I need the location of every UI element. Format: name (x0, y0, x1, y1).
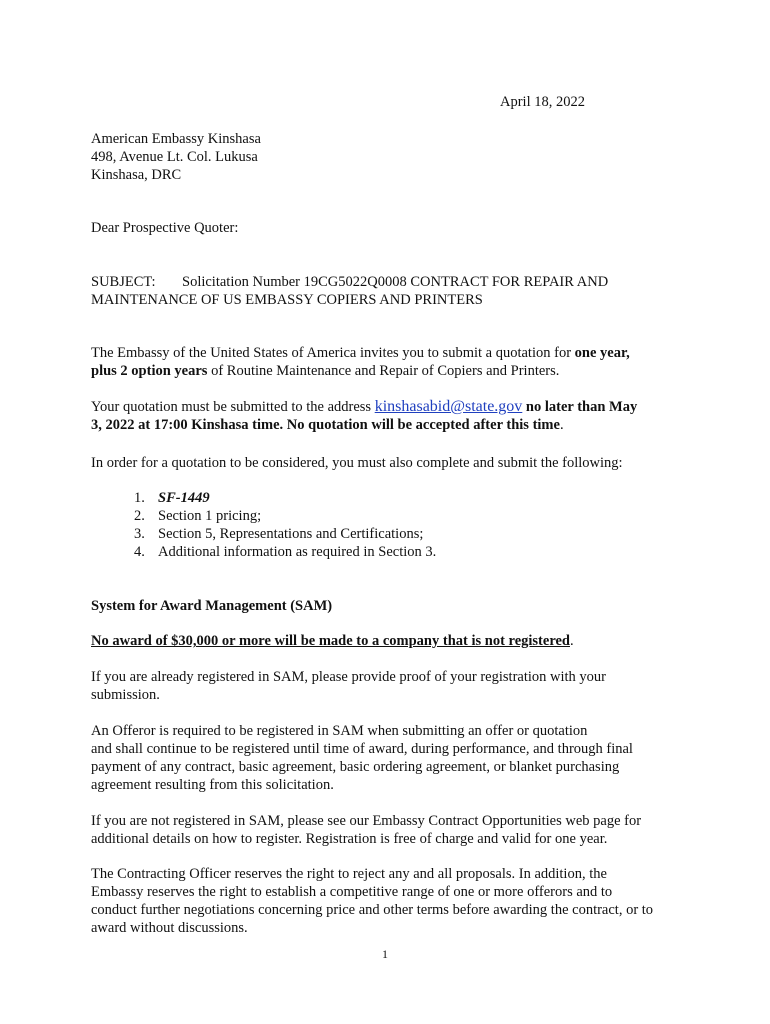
intro-text: of Routine Maintenance and Repair of Copiers and Printers. (207, 363, 560, 379)
page-number: 1 (382, 947, 388, 961)
list-text: Additional information as required in Section 3. (158, 544, 437, 560)
intro-bold: plus 2 option years (91, 363, 208, 379)
address-line: Kinshasa, DRC (91, 167, 182, 183)
sam-notice-end: . (570, 633, 574, 649)
list-text: Section 5, Representations and Certifications; (158, 526, 424, 542)
list-number: 1. (134, 490, 145, 506)
subject-label: SUBJECT: (91, 274, 156, 290)
paragraph-line: Embassy reserves the right to establish a competitive range of one or more offerors and to (91, 884, 613, 900)
list-item (120, 525, 436, 543)
paragraph-line: and shall continue to be registered until time of award, during performance, and through final (91, 741, 633, 757)
paragraph-line: If you are already registered in SAM, please provide proof of your registration with your (91, 669, 606, 685)
list-item (120, 507, 436, 525)
subject-line: MAINTENANCE OF US EMBASSY COPIERS AND PRINTERS (91, 292, 483, 308)
offeror-paragraph (91, 722, 633, 794)
sam-heading-text: System for Award Management (SAM) (91, 598, 333, 614)
list-text: Section 1 pricing; (158, 508, 262, 524)
list-number: 3. (134, 526, 145, 542)
registered-paragraph (91, 668, 606, 704)
list-item (120, 543, 436, 561)
paragraph-line: agreement resulting from this solicitation. (91, 777, 334, 793)
intro-text: The Embassy of the United States of America invites you to submit a quotation for (91, 345, 575, 361)
requirements-intro: In order for a quotation to be considered, you must also complete and submit the following: (91, 455, 623, 471)
paragraph-line: payment of any contract, basic agreement, basic ordering agreement, or blanket purchasing (91, 759, 620, 775)
list-number: 2. (134, 508, 145, 524)
contracting-paragraph (91, 865, 653, 937)
list-text: SF-1449 (158, 490, 210, 506)
sam-heading (91, 597, 332, 615)
submission-text: Your quotation must be submitted to the address (91, 399, 375, 415)
sam-notice (91, 632, 574, 650)
address-line: American Embassy Kinshasa (91, 131, 261, 147)
list-number: 4. (134, 544, 145, 560)
paragraph-line: An Offeror is required to be registered in SAM when submitting an offer or quotation (91, 723, 588, 739)
deadline-bold: no later than May (522, 399, 638, 415)
intro-bold: one year, (574, 345, 630, 361)
requirements-list (120, 489, 436, 561)
deadline-bold: 3, 2022 at 17:00 Kinshasa time. No quotation will be accepted after this time (91, 417, 560, 433)
paragraph-line: If you are not registered in SAM, please see our Embassy Contract Opportunities web page for (91, 813, 642, 829)
subject-block (91, 273, 608, 309)
letter-date: April 18, 2022 (500, 94, 585, 110)
paragraph-line: additional details on how to register. Registration is free of charge and valid for one year. (91, 831, 608, 847)
sam-notice-text: No award of $30,000 or more will be made to a company that is not registered (91, 633, 570, 649)
address-line: 498, Avenue Lt. Col. Lukusa (91, 149, 258, 165)
subject-line: Solicitation Number 19CG5022Q0008 CONTRACT FOR REPAIR AND (182, 274, 609, 290)
paragraph-line: The Contracting Officer reserves the right to reject any and all proposals. In addition, the (91, 866, 607, 882)
paragraph-line: award without discussions. (91, 920, 248, 936)
paragraph-line: conduct further negotiations concerning price and other terms before awarding the contract, or to (91, 902, 654, 918)
submission-paragraph (91, 398, 637, 434)
list-item (120, 489, 436, 507)
paragraph-line: submission. (91, 687, 160, 703)
email-link[interactable]: kinshasabid@state.gov (374, 398, 523, 415)
not-registered-paragraph (91, 812, 641, 848)
submission-text: . (559, 417, 564, 433)
salutation: Dear Prospective Quoter: (91, 220, 239, 236)
intro-paragraph (91, 344, 630, 380)
embassy-address (91, 130, 261, 184)
